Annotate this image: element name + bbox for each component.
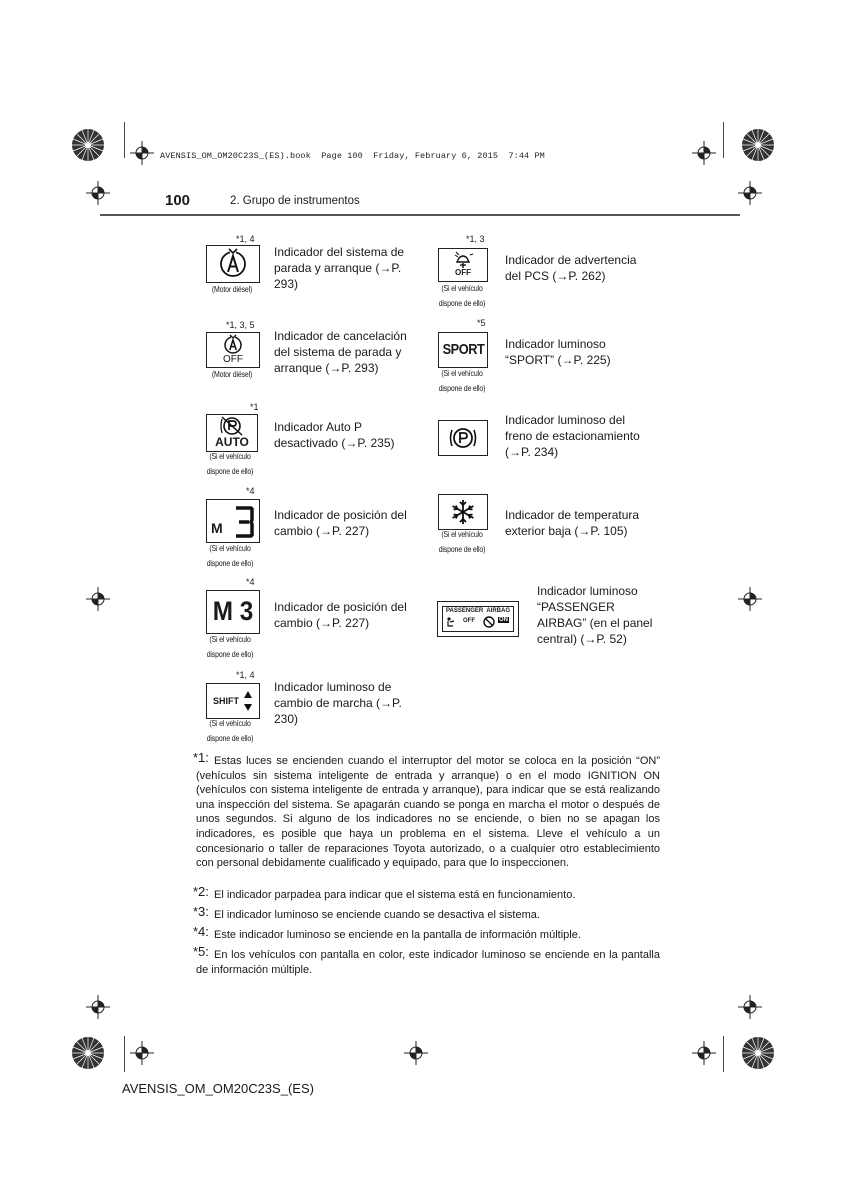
sub-line: (Si el vehículo (209, 543, 251, 553)
footnote-mark: *4: (193, 924, 209, 939)
section-title: 2. Grupo de instrumentos (230, 195, 360, 207)
header-rule (100, 214, 740, 216)
registration-mark-top-right (738, 125, 778, 165)
crosshair-mark (130, 141, 154, 165)
crosshair-mark (86, 181, 110, 205)
footnote-ref: *1, 4 (236, 670, 255, 680)
parking-brake-indicator (438, 420, 488, 456)
indicator-description: Indicador de posición del cambio (→P. 227) (274, 600, 407, 630)
indicator-description: Indicador de advertencia del PCS (→P. 262) (505, 253, 637, 283)
indicator-description: Indicador luminoso “SPORT” (→P. 225) (505, 337, 611, 367)
footnote-1 (193, 750, 660, 871)
shift-position-digital-icon (233, 506, 255, 538)
footnote-ref: *1, 4 (236, 234, 255, 244)
sub-line: dispone de ello) (438, 544, 486, 554)
footnote-ref: *4 (246, 577, 255, 587)
airbag-on-label: ON (499, 617, 508, 623)
engine-note: (Motor diésel) (211, 284, 253, 294)
footnote-text: Este indicador luminoso se enciende en la pantalla de información múltiple. (214, 929, 581, 941)
footnote-3 (193, 904, 660, 923)
footnote-mark: *2: (193, 884, 209, 899)
sub-line: (Si el vehículo (441, 368, 483, 378)
sub-line: (Si el vehículo (209, 718, 251, 728)
snowflake-icon (439, 495, 487, 529)
indicator-description: Indicador de cancelación del sistema de parada y arranque (→P. 293) (274, 329, 407, 375)
footnote-4 (193, 924, 660, 943)
sub-line: dispone de ello) (206, 558, 254, 568)
crosshair-mark (86, 995, 110, 1019)
pcs-off-label: OFF (455, 268, 471, 277)
auto-p-icon (207, 415, 257, 437)
passenger-airbag-label: PASSENGER AIRBAG (445, 608, 510, 614)
crosshair-mark (692, 1041, 716, 1065)
sub-line: dispone de ello) (438, 383, 486, 393)
crosshair-mark (130, 1041, 154, 1065)
sub-line: (Si el vehículo (441, 529, 483, 539)
shift-indicator (206, 683, 260, 719)
page-number: 100 (165, 192, 191, 209)
availability-note (428, 281, 497, 311)
passenger-airbag-indicator (437, 601, 519, 637)
footnote-mark: *5: (193, 944, 209, 959)
stop-start-icon (207, 246, 259, 282)
shift-mode-label: M (211, 520, 223, 536)
crosshair-mark (692, 141, 716, 165)
crop-line (723, 1036, 724, 1072)
shift-position-m3-icon: M 3 (212, 596, 254, 626)
footnote-ref: *1, 3 (466, 234, 485, 244)
sub-line: dispone de ello) (206, 733, 254, 743)
indicator-description: Indicador luminoso de cambio de marcha (→P. 230) (274, 680, 402, 726)
footnote-ref: *4 (246, 486, 255, 496)
crosshair-mark (738, 995, 762, 1019)
indicator-description: Indicador de posición del cambio (→P. 227) (274, 508, 407, 538)
stop-start-indicator (206, 245, 260, 283)
sub-line: dispone de ello) (438, 298, 486, 308)
footnote-text: El indicador parpadea para indicar que el sistema está en funcionamiento. (214, 889, 576, 901)
footnote-ref: *1, 3, 5 (226, 320, 255, 330)
availability-note (196, 716, 265, 746)
sport-indicator (438, 332, 488, 368)
footnote-text: El indicador luminoso se enciende cuando se desactiva el sistema. (214, 909, 540, 921)
registration-mark-bottom-right (738, 1033, 778, 1073)
crosshair-mark (738, 181, 762, 205)
shift-up-down-icon (243, 690, 253, 712)
engine-note: (Motor diésel) (211, 369, 253, 379)
sub-line: dispone de ello) (206, 649, 254, 659)
availability-note (196, 449, 265, 479)
sub-line: (Si el vehículo (209, 451, 251, 461)
registration-mark-bottom-left (68, 1033, 108, 1073)
availability-note (428, 527, 497, 557)
footnote-text: Estas luces se encienden cuando el interruptor del motor se coloca en la posición “ON” (vehículos sin sistema inteligente de entrada y arranque) o en el modo IGNITION ON (vehículos con sistema inteligente de entrada y arranque), para indicar que se está realizando una inspección del sistema. Se apagarán cuando se ponga en marcha el motor o después de unos segundos. Si alguno de los indicadores no se enciende, o bien no se apagan los indicadores, es posible que haya un problema en el sistema. Lleve el vehículo a un concesionario o taller de reparaciones Toyota autorizado, o a cualquier otro establecimiento con personal debidamente cualificado y equipado, para que lo inspeccionen. (196, 755, 660, 870)
registration-mark-top-left (68, 125, 108, 165)
low-temperature-indicator (438, 494, 488, 530)
footnote-ref: *5 (477, 318, 486, 328)
auto-p-indicator (206, 414, 258, 452)
stop-start-off-label: OFF (223, 354, 243, 365)
footnote-text: En los vehículos con pantalla en color, este indicador luminoso se enciende en la pantalla de información múltiple. (196, 949, 660, 976)
airbag-crossed-icon (483, 616, 495, 628)
indicator-description: Indicador de temperatura exterior baja (→P. 105) (505, 508, 640, 538)
stop-start-off-icon (207, 333, 259, 355)
shift-label: SHIFT (213, 696, 239, 706)
indicator-description: Indicador Auto P desactivado (→P. 235) (274, 420, 395, 450)
pcs-indicator (438, 248, 488, 282)
file-info-line: AVENSIS_OM_OM20C23S_(ES).book Page 100 Friday, February 6, 2015 7:44 PM (160, 151, 545, 161)
indicator-description: Indicador luminoso “PASSENGER AIRBAG” (en el panel central) (→P. 52) (537, 584, 653, 646)
airbag-panel (442, 606, 514, 632)
footer-document-name: AVENSIS_OM_OM20C23S_(ES) (122, 1081, 314, 1096)
footnote-2 (193, 884, 660, 903)
airbag-off-label: OFF (463, 618, 475, 624)
indicator-description: Indicador luminoso del freno de estacionamiento (→P. 234) (505, 413, 640, 459)
availability-note (196, 632, 265, 662)
shift-position-m3-indicator (206, 590, 260, 634)
sport-icon: SPORT (442, 341, 485, 358)
auto-label: AUTO (215, 435, 249, 449)
footnote-ref: *1 (250, 402, 259, 412)
crosshair-mark (404, 1041, 428, 1065)
availability-note (428, 366, 497, 396)
sub-line: (Si el vehículo (209, 634, 251, 644)
crop-line (124, 122, 125, 158)
footnote-mark: *1: (193, 750, 209, 765)
footnote-mark: *3: (193, 904, 209, 919)
crosshair-mark (738, 587, 762, 611)
airbag-seat-icon (446, 616, 458, 628)
sub-line: (Si el vehículo (441, 283, 483, 293)
crop-line (124, 1036, 125, 1072)
sub-line: dispone de ello) (206, 466, 254, 476)
parking-brake-icon (439, 421, 487, 455)
indicator-description: Indicador del sistema de parada y arranque (→P. 293) (274, 245, 405, 291)
shift-position-indicator (206, 499, 260, 543)
availability-note (196, 541, 265, 571)
stop-start-cancel-indicator (206, 332, 260, 368)
crosshair-mark (86, 587, 110, 611)
footnote-5 (193, 944, 660, 977)
crop-line (723, 122, 724, 158)
